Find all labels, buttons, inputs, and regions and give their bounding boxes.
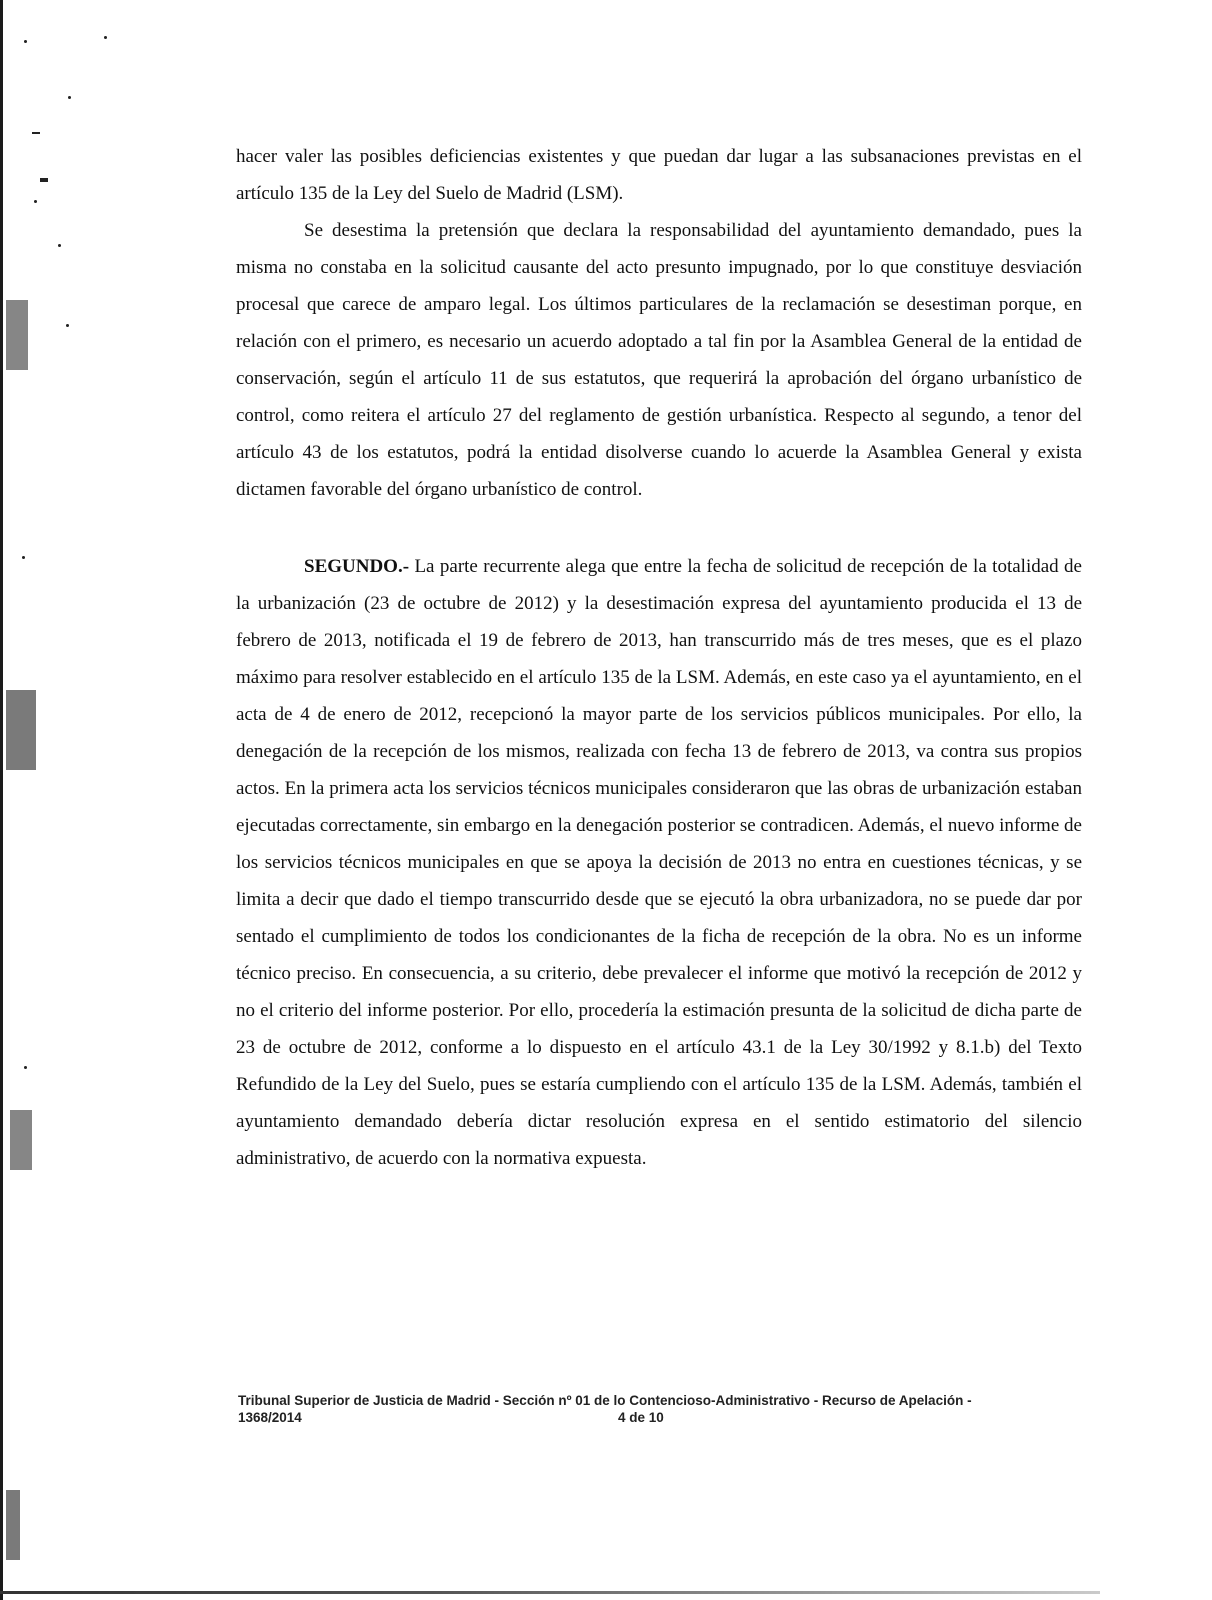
scan-dot	[104, 36, 107, 39]
scan-edge-bottom	[0, 1591, 1100, 1594]
scan-smudge	[6, 690, 36, 770]
paragraph-text: hacer valer las posibles deficiencias existentes y que puedan dar lugar a las subsanaciones previstas en el artículo 135 de la Ley del Suelo de Madrid (LSM).	[236, 146, 1082, 204]
scan-dot	[68, 96, 71, 99]
scan-smudge	[10, 1110, 32, 1170]
document-body	[236, 138, 1082, 1177]
section-heading: SEGUNDO.-	[304, 556, 410, 577]
footer-row	[238, 1409, 1058, 1426]
paragraph-text: Se desestima la pretensión que declara la responsabilidad del ayuntamiento demandado, pues la misma no constaba en la solicitud causante del acto presunto impugnado, por lo que constituye desviación procesal que carece de amparo legal. Los últimos particulares de la reclamación se desestiman porque, en relación con el primero, es necesario un acuerdo adoptado a tal fin por la Asamblea General de la entidad de conservación, según el artículo 11 de sus estatutos, que requerirá la aprobación del órgano urbanístico de control, como reitera el artículo 27 del reglamento de gestión urbanística. Respecto al segundo, a tenor del artículo 43 de los estatutos, podrá la entidad disolverse cuando lo acuerde la Asamblea General y exista dictamen favorable del órgano urbanístico de control.	[236, 220, 1082, 500]
footer-case-number: 1368/2014	[238, 1410, 302, 1425]
scan-dot	[24, 40, 27, 43]
footer-page-indicator: 4 de 10	[618, 1410, 664, 1425]
scan-smudge	[6, 300, 28, 370]
page-footer	[238, 1392, 1058, 1426]
scan-dot	[22, 556, 25, 559]
scan-smudge	[6, 1490, 20, 1560]
scan-dot	[40, 178, 48, 182]
paragraph-text: La parte recurrente alega que entre la fecha de solicitud de recepción de la totalidad de la urbanización (23 de octubre de 2012) y la desestimación expresa del ayuntamiento producida el 13 de febrero de 2013, notificada el 19 de febrero de 2013, han transcurrido más de tres meses, que es el plazo máximo para resolver establecido en el artículo 135 de la LSM. Además, en este caso ya el ayuntamiento, en el acta de 4 de enero de 2012, recepcionó la mayor parte de los servicios públicos municipales. Por ello, la denegación de la recepción de los mismos, realizada con fecha 13 de febrero de 2013, va contra sus propios actos. En la primera acta los servicios técnicos municipales consideraron que las obras de urbanización estaban ejecutadas correctamente, sin embargo en la denegación posterior se contradicen. Además, el nuevo informe de los servicios técnicos municipales en que se apoya la decisión de 2013 no entra en cuestiones técnicas, y se limita a decir que dado el tiempo transcurrido desde que se ejecutó la obra urbanizadora, no se puede dar por sentado el cumplimiento de todos los condicionantes de la ficha de recepción de la obra. No es un informe técnico preciso. En consecuencia, a su criterio, debe prevalecer el informe que motivó la recepción de 2012 y no el criterio del informe posterior. Por ello, procedería la estimación presunta de la solicitud de dicha parte de 23 de octubre de 2012, conforme a lo dispuesto en el artículo 43.1 de la Ley 30/1992 y 8.1.b) del Texto Refundido de la Ley del Suelo, pues se estaría cumpliendo con el artículo 135 de la LSM. Además, también el ayuntamiento demandado debería dictar resolución expresa en el sentido estimatorio del silencio administrativo, de acuerdo con la normativa expuesta.	[236, 556, 1082, 1169]
paragraph-desestimacion	[236, 212, 1082, 508]
footer-court-line: Tribunal Superior de Justicia de Madrid - Sección nº 01 de lo Contencioso-Administrativo - Recurso de Apelación -	[238, 1393, 972, 1408]
scan-edge-left	[0, 0, 3, 1600]
scan-dot	[58, 244, 61, 247]
scan-dot	[34, 200, 37, 203]
paragraph-segundo	[236, 548, 1082, 1177]
scan-dot	[66, 324, 69, 327]
scan-dot	[32, 132, 40, 134]
paragraph-continuation	[236, 138, 1082, 212]
scan-dot	[24, 1066, 27, 1069]
